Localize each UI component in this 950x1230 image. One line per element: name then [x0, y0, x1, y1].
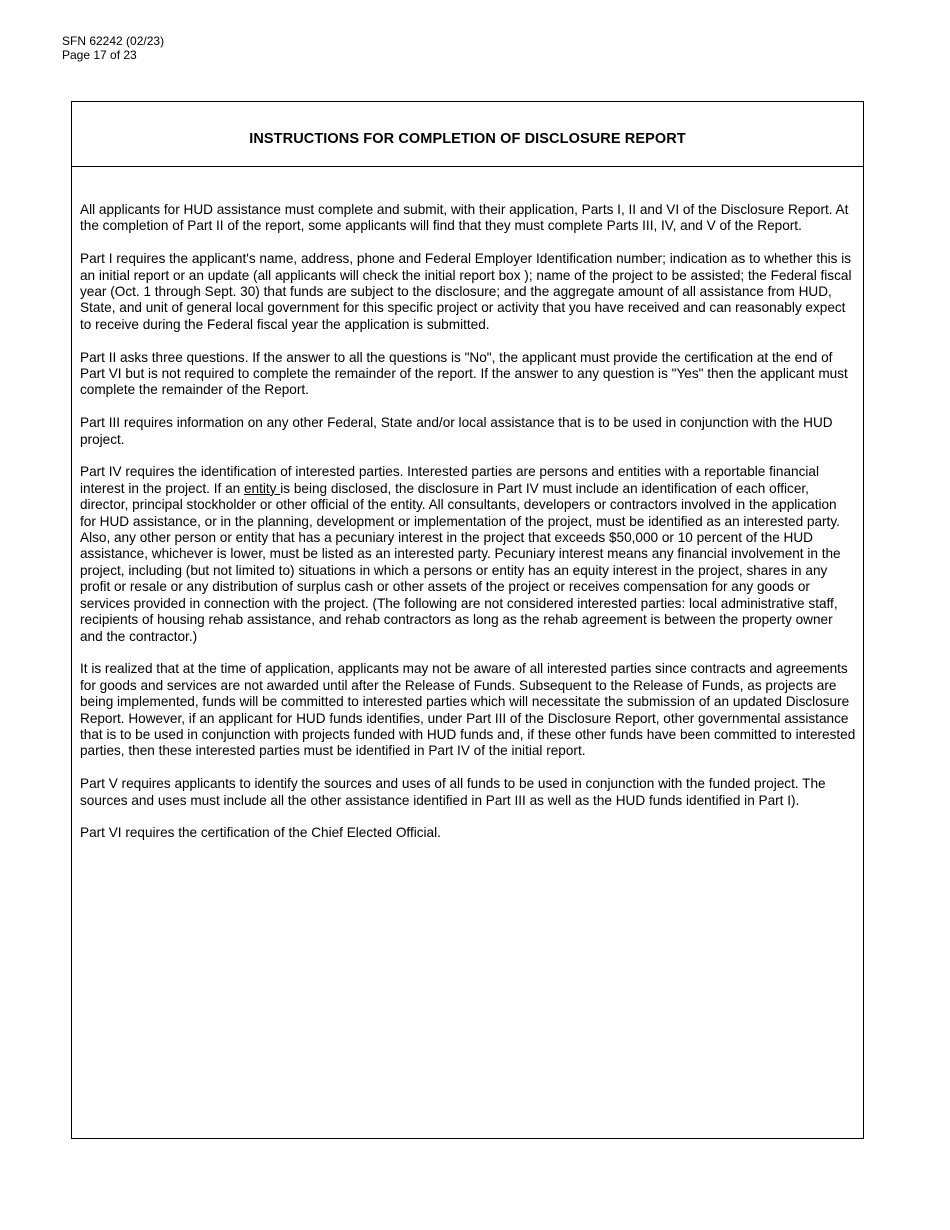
paragraph-part-v: Part V requires applicants to identify the sources and uses of all funds to be used in conjunction with the funded project. The sources and uses must include all the other assistance identified in Part III as well as the HUD funds identified in Part I).	[80, 776, 826, 808]
page-title: INSTRUCTIONS FOR COMPLETION OF DISCLOSURE REPORT	[249, 131, 686, 147]
paragraph-interested-parties-timing: It is realized that at the time of application, applicants may not be aware of all interested parties since contracts and agreements for goods and services are not awarded until after the Release of Funds. Subsequent to the Release of Funds, as projects are being implemented, funds will be committed to interested parties which will necessitate the submission of an updated Disclosure Report. However, if an applicant for HUD funds identifies, under Part III of the Disclosure Report, other governmental assistance that is to be used in conjunction with projects funded with HUD funds and, if these other funds have been committed to interested parties, then these interested parties must be identified in Part IV of the initial report.	[80, 661, 856, 759]
instructions-box	[71, 101, 864, 1139]
form-header	[62, 34, 164, 62]
entity-underlined-term: entity	[243, 480, 281, 496]
page-number: Page 17 of 23	[62, 48, 137, 62]
form-number: SFN 62242 (02/23)	[62, 34, 165, 48]
title-bar	[72, 102, 863, 167]
instructions-body	[80, 202, 856, 858]
paragraph-part-iv	[80, 464, 856, 644]
paragraph-part-ii: Part II asks three questions. If the answer to all the questions is "No", the applicant must provide the certification at the end of Part VI but is not required to complete the remainder of the report. If the answer to any question is "Yes" then the applicant must complete the remainder of the Report.	[80, 349, 848, 398]
paragraph-part-vi: Part VI requires the certification of the Chief Elected Official.	[80, 825, 441, 841]
paragraph-overview: All applicants for HUD assistance must complete and submit, with their application, Parts I, II and VI of the Disclosure Report. At the completion of Part II of the report, some applicants will find that they must complete Parts III, IV, and V of the Report.	[80, 202, 849, 234]
part-iv-text-start: Part IV requires the identification of interested parties. Interested parties are persons and entities with a reportable financial interest in the project. If an	[80, 464, 820, 496]
paragraph-part-iii: Part III requires information on any other Federal, State and/or local assistance that is to be used in conjunction with the HUD project.	[80, 415, 833, 447]
part-iv-text-end: is being disclosed, the disclosure in Part IV must include an identification of each officer, director, principal stockholder or other official of the entity. All consultants, developers or contractors involved in the application for HUD assistance, or in the planning, development or implementation of the project, must be identified as an interested party. Also, any other person or entity that has a pecuniary interest in the project that exceeds $50,000 or 10 percent of the HUD assistance, whichever is lower, must be listed as an interested party. Pecuniary interest means any financial involvement in the project, including (but not limited to) situations in which a persons or entity has an equity interest in the project, shares in any profit or resale or any distribution of surplus cash or other assets of the project or receives compensation for any goods or services provided in connection with the project. (The following are not considered interested parties: local administrative staff, recipients of housing rehab assistance, and rehab contractors as long as the rehab agreement is between the property owner and the contractor.)	[80, 480, 841, 644]
paragraph-part-i: Part I requires the applicant's name, address, phone and Federal Employer Identification number; indication as to whether this is an initial report or an update (all applicants will check the initial report box ); name of the project to be assisted; the Federal fiscal year (Oct. 1 through Sept. 30) that funds are subject to the disclosure; and the aggregate amount of all assistance from HUD, State, and unit of general local government for this specific project or activity that you have received and can reasonably expect to receive during the Federal fiscal year the application is submitted.	[80, 251, 852, 332]
